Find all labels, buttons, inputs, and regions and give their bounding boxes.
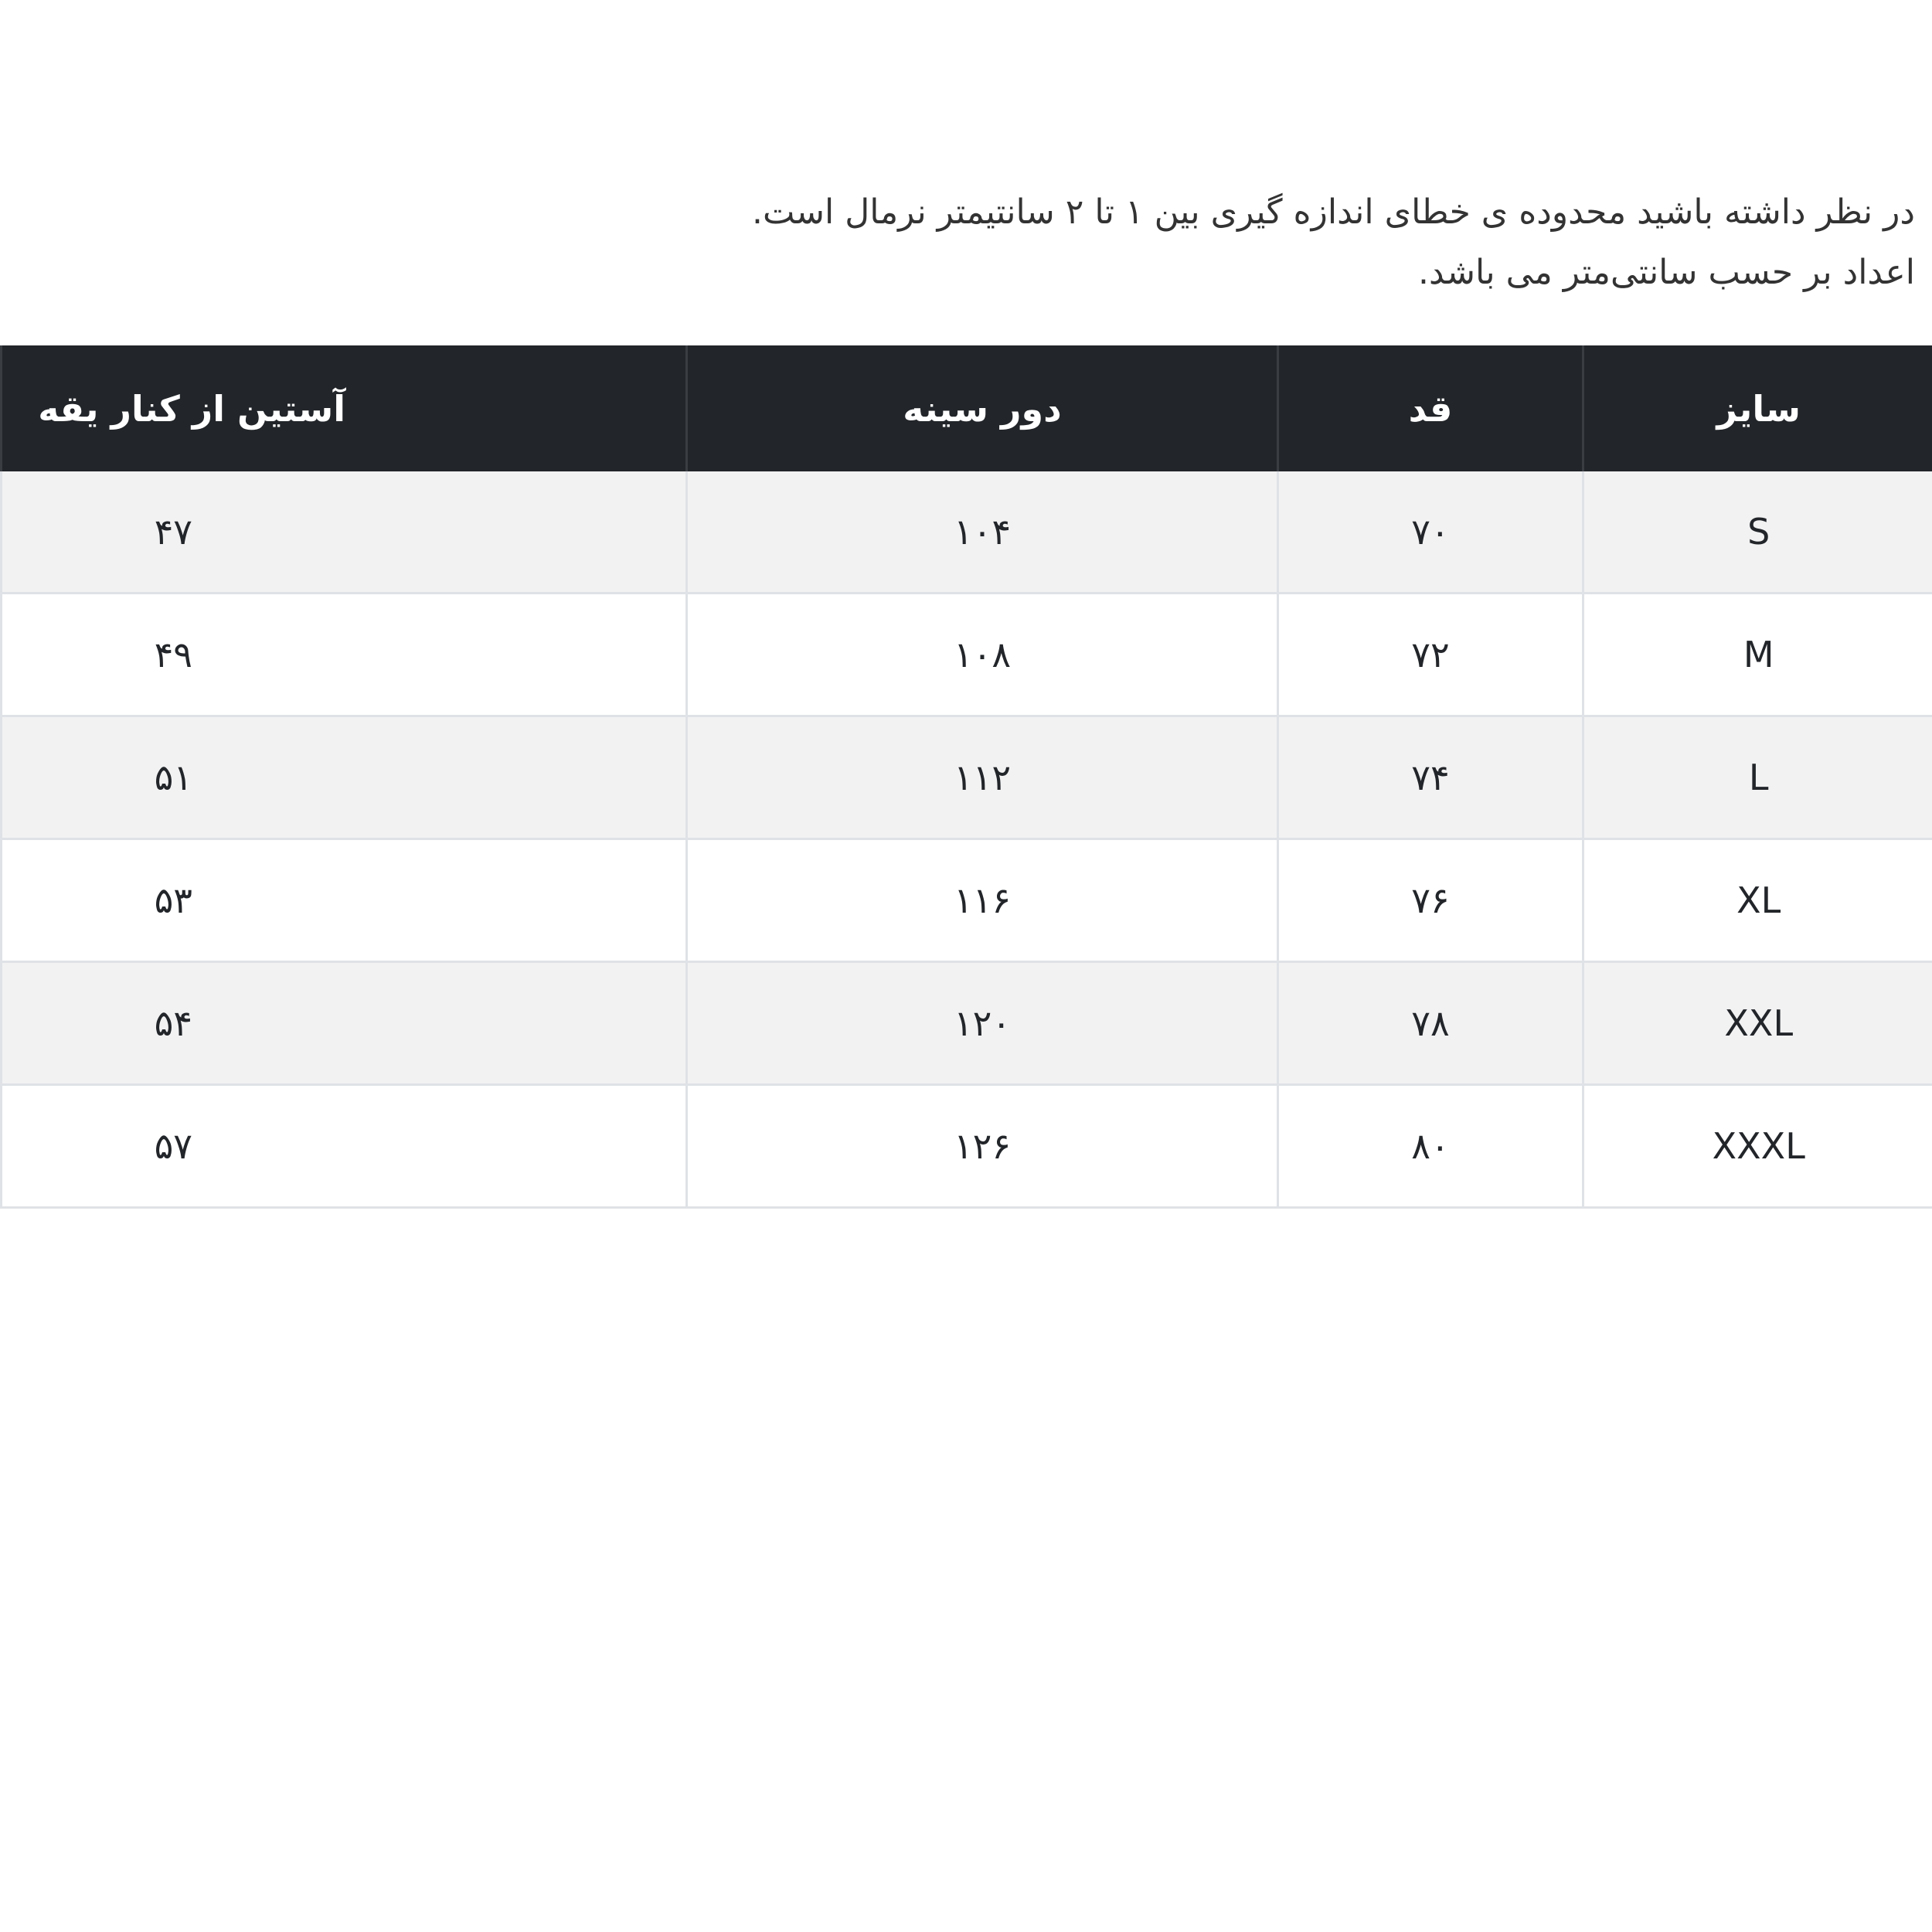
cell-size: L <box>1583 716 1932 839</box>
cell-height: ۷۸ <box>1278 962 1583 1085</box>
table-row <box>2 962 1932 1085</box>
cell-height: ۷۴ <box>1278 716 1583 839</box>
header-sleeve: آستین از کنار یقه <box>2 345 687 471</box>
header-size: سایز <box>1583 345 1932 471</box>
size-chart-table <box>0 345 1932 1209</box>
cell-height: ۷۶ <box>1278 839 1583 962</box>
table-row <box>2 1085 1932 1208</box>
measurement-tolerance-note: در نظر داشته باشید محدوده ی خطای اندازه گیری بین ۱ تا ۲ سانتیمتر نرمال است. <box>751 192 1915 232</box>
cell-chest: ۱۱۲ <box>687 716 1278 839</box>
cell-sleeve: ۵۱ <box>2 716 687 839</box>
cell-sleeve: ۴۹ <box>2 594 687 716</box>
cell-chest: ۱۰۴ <box>687 471 1278 594</box>
table-body <box>2 471 1932 1208</box>
cell-size: XL <box>1583 839 1932 962</box>
cell-size: XXXL <box>1583 1085 1932 1208</box>
header-row <box>2 345 1932 471</box>
table-row <box>2 839 1932 962</box>
cell-chest: ۱۲۰ <box>687 962 1278 1085</box>
cell-size: S <box>1583 471 1932 594</box>
cell-sleeve: ۵۴ <box>2 962 687 1085</box>
cell-size: XXL <box>1583 962 1932 1085</box>
table-header <box>2 345 1932 471</box>
header-chest: دور سینه <box>687 345 1278 471</box>
cell-sleeve: ۵۷ <box>2 1085 687 1208</box>
table-row <box>2 716 1932 839</box>
cell-sleeve: ۵۳ <box>2 839 687 962</box>
table-row <box>2 471 1932 594</box>
cell-chest: ۱۲۶ <box>687 1085 1278 1208</box>
cell-height: ۷۲ <box>1278 594 1583 716</box>
units-note: اعداد بر حسب سانتی‌متر می باشد. <box>1418 253 1915 292</box>
cell-chest: ۱۰۸ <box>687 594 1278 716</box>
cell-sleeve: ۴۷ <box>2 471 687 594</box>
cell-height: ۸۰ <box>1278 1085 1583 1208</box>
cell-chest: ۱۱۶ <box>687 839 1278 962</box>
cell-size: M <box>1583 594 1932 716</box>
table-row <box>2 594 1932 716</box>
header-height: قد <box>1278 345 1583 471</box>
size-notes <box>215 182 1915 303</box>
cell-height: ۷۰ <box>1278 471 1583 594</box>
